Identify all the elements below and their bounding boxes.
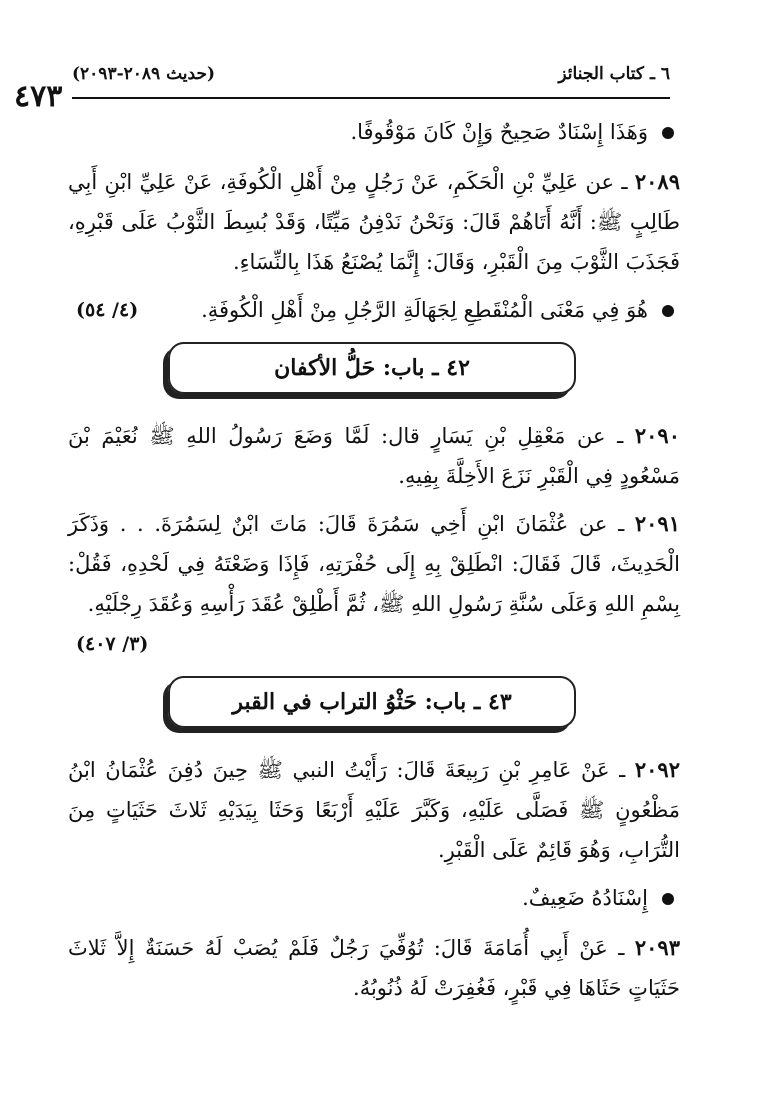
bullet-icon [662, 305, 674, 317]
note-bullet [68, 112, 674, 152]
chapter-heading-box [168, 676, 576, 728]
chapter-heading-box [168, 342, 576, 394]
hadith-text: ـ عن عُثْمَانَ ابْنِ أَخِي سَمُرَةَ قَالَ: مَاتَ ابْنٌ لِسَمُرَةَ. . . وَذَكَرَ الْحَدِيثَ، قَالَ فَقَالَ: انْطَلِقْ بِهِ إِلَى حُفْرَتِهِ، فَإِذَا وَضَعْتَهُ فِي لَحْدِهِ، فَقُلْ: بِسْمِ اللهِ وَعَلَى سُنَّةِ رَسُولِ اللهِ ﷺ، ثُمَّ أَطْلِقْ عُقَدَ رَأْسِهِ وَعُقَدَ رِجْلَيْهِ. [68, 512, 680, 616]
note-text: إِسْنَادُهُ ضَعِيفٌ. [522, 886, 648, 910]
note-text: هُوَ فِي مَعْنَى الْمُنْقَطِعِ لِجَهَالَةِ الرَّجُلِ مِنْ أَهْلِ الْكُوفَةِ. [201, 298, 648, 322]
page-body [68, 112, 680, 1016]
hadith-number: ٢٠٨٩ [634, 169, 680, 194]
note-bullet [68, 878, 674, 918]
hadith-2090 [68, 416, 680, 496]
header-rule [72, 97, 670, 99]
hadith-text: ـ عَنْ عَامِرِ بْنِ رَبِيعَةَ قَالَ: رَأَيْتُ النبي ﷺ حِينَ دُفِنَ عُثْمَانُ ابْنُ مَظْعُونٍ ﷺ فَصَلَّى عَلَيْهِ، وَكَبَّرَ عَلَيْهِ أَرْبَعًا وَحَثَا بِيَدَيْهِ ثَلاثَ حَثَيَاتٍ مِنَ التُّرَابِ، وَهُوَ قَائِمٌ عَلَى الْقَبْرِ. [68, 758, 680, 862]
bullet-icon [662, 127, 674, 139]
bullet-icon [662, 893, 674, 905]
chapter-heading: ٤٢ ـ باب: حَلُّ الأكفان [274, 355, 470, 381]
hadith-number: ٢٠٩٢ [634, 757, 680, 782]
hadith-range: (حديث ٢٠٨٩-٢٠٩٣) [72, 64, 215, 84]
hadith-2093 [68, 928, 680, 1008]
hadith-2091 [68, 504, 680, 655]
hadith-number: ٢٠٩٣ [634, 935, 680, 960]
chapter-title: ٦ ـ كتاب الجنائز [558, 64, 670, 84]
note-bullet [68, 290, 674, 330]
page-number: ٤٧٣ [14, 79, 63, 114]
volume-page-reference: (٣/ ٤٠٧) [76, 633, 149, 655]
hadith-text: ـ عَنْ أَبِي أُمَامَةَ قَالَ: تُوُفِّيَ رَجُلٌ فَلَمْ يُصَبْ لَهُ حَسَنَةٌ إِلاَّ ثَلاثَ حَثَيَاتٍ حَثَاهَا فِي قَبْرٍ، فَغُفِرَتْ لَهُ ذُنُوبُهُ. [68, 936, 680, 1000]
hadith-text: ـ عن مَعْقِلِ بْنِ يَسَارٍ قال: لَمَّا وَضَعَ رَسُولُ اللهِ ﷺ نُعَيْمَ بْنَ مَسْعُودٍ فِي الْقَبْرِ نَزَعَ الأَخِلَّةَ بِفِيهِ. [68, 424, 680, 488]
hadith-number: ٢٠٩١ [634, 511, 680, 536]
volume-page-reference: (٤/ ٥٤) [76, 299, 139, 321]
hadith-2092 [68, 750, 680, 870]
running-header [72, 62, 670, 90]
chapter-heading: ٤٣ ـ باب: حَثْوُ التراب في القبر [232, 689, 512, 715]
hadith-text: ـ عن عَلِيِّ بْنِ الْحَكَمِ، عَنْ رَجُلٍ مِنْ أَهْلِ الْكُوفَةِ، عَنْ عَلِيِّ ابْنِ أَبِي طَالِبٍ ﷺ: أَنَّهُ أَتَاهُمْ قَالَ: وَنَحْنُ نَدْفِنُ مَيِّتًا، وَقَدْ بُسِطَ الثَّوْبُ عَلَى قَبْرِهِ، فَجَذَبَ الثَّوْبَ مِنَ الْقَبْرِ، وَقَالَ: إِنَّمَا يُصْنَعُ هَذَا بِالنِّسَاءِ. [68, 170, 680, 274]
note-text: وَهَذَا إِسْنَادٌ صَحِيحٌ وَإِنْ كَانَ مَوْقُوفًا. [350, 120, 648, 144]
hadith-number: ٢٠٩٠ [634, 423, 680, 448]
hadith-2089 [68, 162, 680, 282]
